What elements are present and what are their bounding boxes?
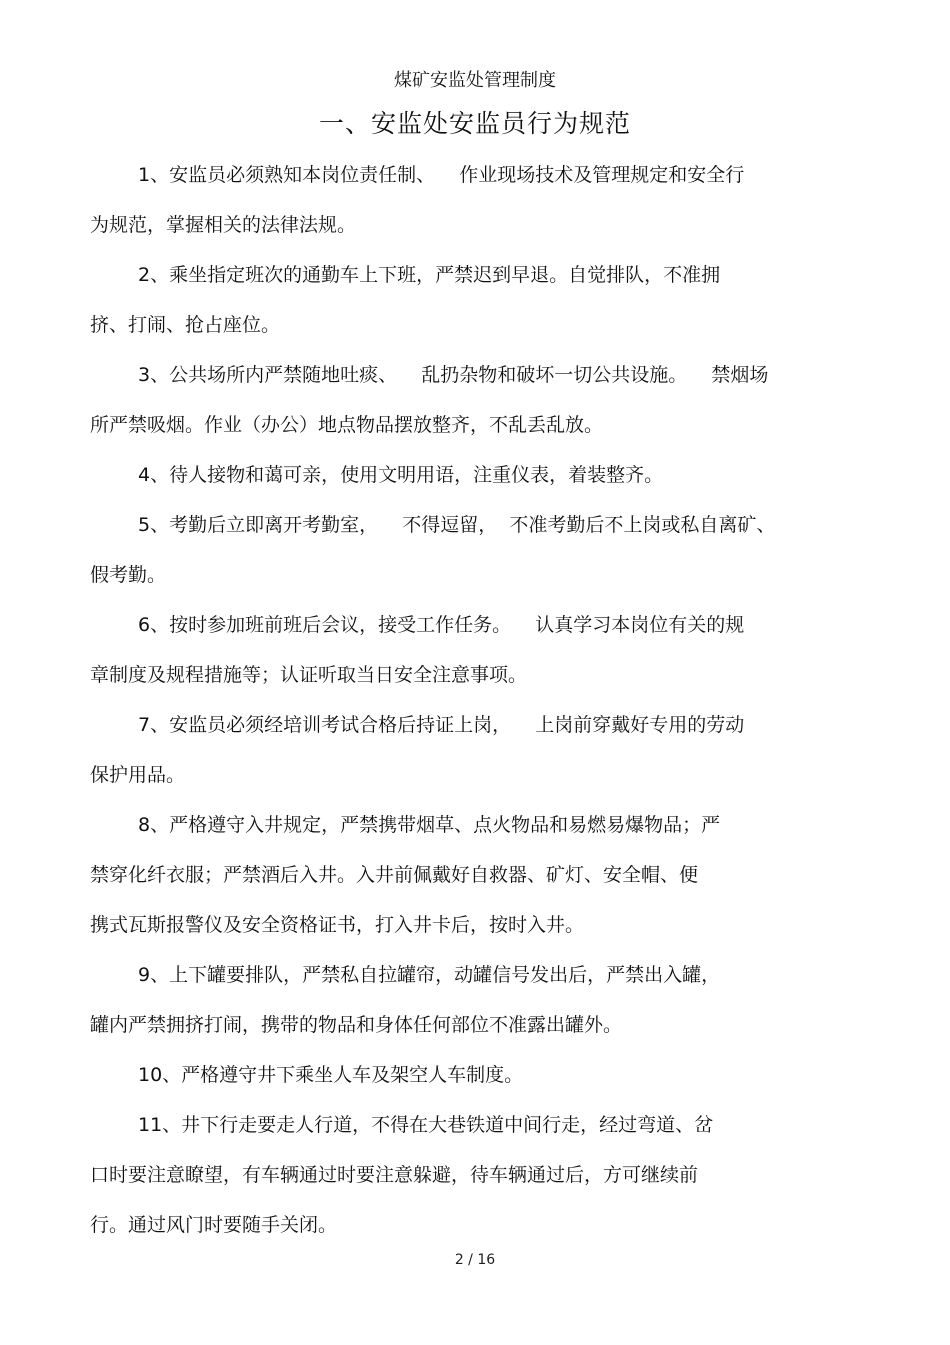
text-line: 禁穿化纤衣服；严禁酒后入井。入井前佩戴好自救器、矿灯、安全帽、便 (90, 864, 699, 886)
text-line: 9、上下罐要排队，严禁私自拉罐帘，动罐信号发出后，严禁出入罐， (138, 964, 721, 986)
paragraph-11 (90, 1100, 860, 1250)
paragraph-6 (90, 600, 860, 700)
text-line: 4、待人接物和蔼可亲，使用文明用语，注重仪表，着装整齐。 (138, 464, 664, 486)
paragraph-7 (90, 700, 860, 800)
text-line: 6、按时参加班前班后会议，接受工作任务。 认真学习本岗位有关的规 (138, 614, 745, 636)
paragraph-8 (90, 800, 860, 950)
text-line: 1、安监员必须熟知本岗位责任制、 作业现场技术及管理规定和安全行 (138, 164, 745, 186)
text-line: 11、井下行走要走人行道，不得在大巷铁道中间行走，经过弯道、岔 (138, 1114, 714, 1136)
paragraph-3 (90, 350, 860, 450)
text-line: 假考勤。 (90, 564, 167, 586)
text-line: 行。通过风门时要随手关闭。 (90, 1214, 338, 1236)
paragraph-5 (90, 500, 860, 600)
text-line: 挤、打闹、抢占座位。 (90, 314, 281, 336)
text-line: 携式瓦斯报警仪及安全资格证书，打入井卡后，按时入井。 (90, 914, 585, 936)
text-line: 10、严格遵守井下乘坐人车及架空人车制度。 (138, 1064, 524, 1086)
document-header: 煤矿安监处管理制度 (394, 70, 556, 91)
text-line: 为规范，掌握相关的法律法规。 (90, 214, 357, 236)
paragraph-4 (90, 450, 860, 500)
text-line: 口时要注意瞭望，有车辆通过时要注意躲避，待车辆通过后，方可继续前 (90, 1164, 699, 1186)
paragraph-10 (90, 1050, 860, 1100)
text-line: 章制度及规程措施等；认证听取当日安全注意事项。 (90, 664, 528, 686)
text-line: 7、安监员必须经培训考试合格后持证上岗， 上岗前穿戴好专用的劳动 (138, 714, 745, 736)
text-line: 3、公共场所内严禁随地吐痰、 乱扔杂物和破坏一切公共设施。 禁烟场 (138, 364, 769, 386)
paragraph-2 (90, 250, 860, 350)
text-line: 保护用品。 (90, 764, 186, 786)
text-line: 所严禁吸烟。作业（办公）地点物品摆放整齐，不乱丢乱放。 (90, 414, 604, 436)
page-number: 2 / 16 (454, 1252, 496, 1268)
text-line: 8、严格遵守入井规定，严禁携带烟草、点火物品和易燃易爆物品；严 (138, 814, 721, 836)
document-body (90, 150, 860, 1250)
paragraph-9 (90, 950, 860, 1050)
text-line: 罐内严禁拥挤打闹，携带的物品和身体任何部位不准露出罐外。 (90, 1014, 623, 1036)
text-line: 5、考勤后立即离开考勤室， 不得逗留， 不准考勤后不上岗或私自离矿、 (138, 514, 776, 536)
paragraph-1 (90, 150, 860, 250)
section-title: 一、安监处安监员行为规范 (318, 109, 631, 138)
text-line: 2、乘坐指定班次的通勤车上下班，严禁迟到早退。自觉排队，不准拥 (138, 264, 721, 286)
